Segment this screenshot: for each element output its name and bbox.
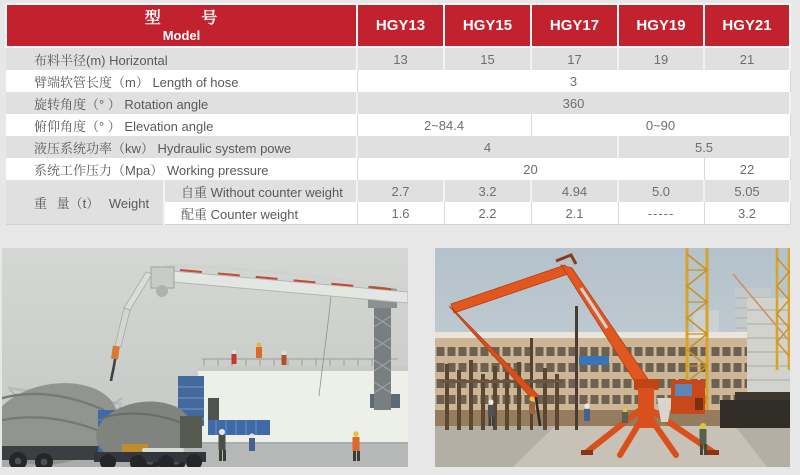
hose-value: 3: [357, 70, 790, 92]
counter-weight-hgy13: 1.6: [357, 202, 444, 225]
photo-left-graphic: [2, 248, 408, 467]
pressure-right-value: 22: [704, 158, 790, 180]
pressure-left-value: 20: [357, 158, 704, 180]
building-sign: [579, 356, 609, 365]
self-weight-hgy19: 5.0: [618, 180, 704, 202]
pipes-on-ground: [142, 448, 184, 452]
row-horizontal-label: 布料半径(m) Horizontal: [6, 47, 357, 70]
self-weight-hgy21: 5.05: [704, 180, 790, 202]
column-header-hgy17: HGY17: [531, 4, 618, 47]
horizontal-hgy13: 13: [357, 47, 444, 70]
self-weight-hgy15: 3.2: [444, 180, 531, 202]
counter-weight-hgy15: 2.2: [444, 202, 531, 225]
horizontal-hgy15: 15: [444, 47, 531, 70]
model-header-cn: 型 号: [144, 9, 219, 27]
hydraulic-right-value: 5.5: [618, 136, 790, 158]
turret: [151, 267, 174, 288]
model-header: [6, 4, 357, 47]
row-hydraulic: [6, 136, 790, 158]
column-header-hgy21: HGY21: [704, 4, 790, 47]
rotation-value: 360: [357, 92, 790, 114]
horizontal-hgy21: 21: [704, 47, 790, 70]
elevation-right-value: 0~90: [531, 114, 790, 136]
self-weight-hgy17: 4.94: [531, 180, 618, 202]
blue-tarp: [675, 384, 692, 396]
column-header-hgy15: HGY15: [444, 4, 531, 47]
spec-table: [5, 3, 791, 225]
row-hydraulic-label: 液压系统功率（kw） Hydraulic system powe: [6, 136, 357, 158]
column-header-hgy19: HGY19: [618, 4, 704, 47]
photo-right-spider-boom: [435, 248, 790, 467]
row-rotation: [6, 92, 790, 114]
column-header-hgy13: HGY13: [357, 4, 444, 47]
photo-strip: [2, 248, 798, 467]
row-self-weight: [6, 180, 790, 202]
self-weight-label: 自重 Without counter weight: [164, 180, 357, 202]
counter-weight-hgy21: 3.2: [704, 202, 790, 225]
row-hose-label: 臂端软管长度（m） Length of hose: [6, 70, 357, 92]
elevation-left-value: 2~84.4: [357, 114, 531, 136]
self-weight-hgy13: 2.7: [357, 180, 444, 202]
row-rotation-label: 旋转角度（° ） Rotation angle: [6, 92, 357, 114]
horizontal-hgy19: 19: [618, 47, 704, 70]
photo-right-graphic: [435, 248, 790, 467]
counter-weight-hgy17: 2.1: [531, 202, 618, 225]
row-elevation-label: 俯仰角度（° ） Elevation angle: [6, 114, 357, 136]
row-pressure-label: 系统工作压力（Mpa） Working pressure: [6, 158, 357, 180]
row-pressure: [6, 158, 790, 180]
horizontal-hgy17: 17: [531, 47, 618, 70]
counter-weight-label: 配重 Counter weight: [164, 202, 357, 225]
hydraulic-left-value: 4: [357, 136, 618, 158]
row-elevation: [6, 114, 790, 136]
row-weight-label: 重 量（t） Weight: [6, 180, 164, 225]
counter-weight-hgy19: -----: [618, 202, 704, 225]
door: [208, 398, 219, 420]
header-row: [6, 4, 790, 47]
concrete-light-patch: [513, 426, 767, 467]
row-hose: [6, 70, 790, 92]
model-header-en: Model: [162, 27, 201, 43]
row-horizontal: [6, 47, 790, 70]
photo-left-placing-boom: [2, 248, 408, 467]
